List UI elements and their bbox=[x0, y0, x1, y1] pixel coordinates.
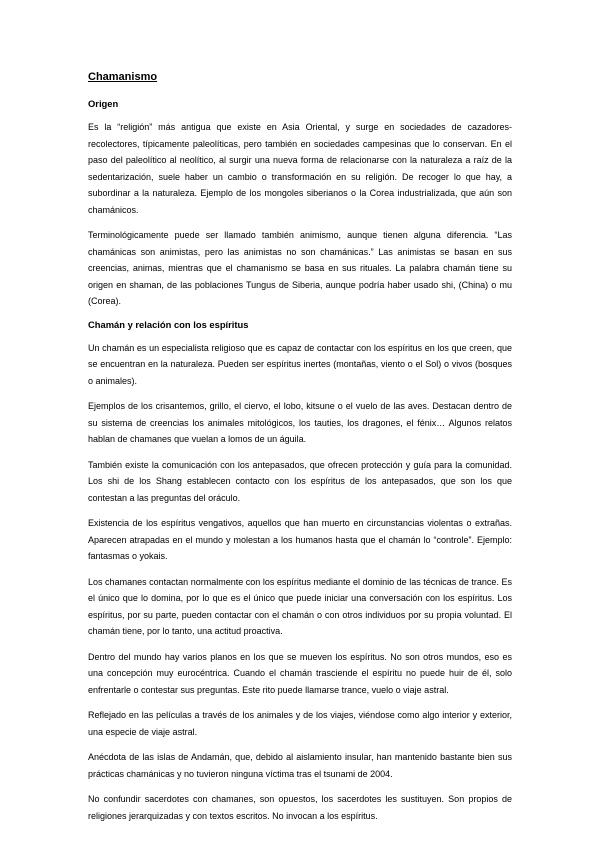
paragraph: También existe la comunicación con los antepasados, que ofrecen protección y guía para la comunidad. Los shi de los Shang establecen contacto con los espíritus de los antepasados, que son los que contestan a las preguntas del oráculo. bbox=[88, 459, 512, 503]
paragraph: Un chamán es un especialista religioso que es capaz de contactar con los espíritus en los que creen, que se encuentran en la naturaleza. Pueden ser espíritus inertes (montañas, viento o el Sol) o vivos (bosques o animales). bbox=[88, 342, 512, 386]
paragraph: Reflejado en las películas a través de los animales y de los viajes, viéndose como algo interior y exterior, una especie de viaje astral. bbox=[88, 710, 512, 737]
paragraph: Los chamanes contactan normalmente con los espíritus mediante el dominio de las técnicas de trance. Es el único que lo domina, por lo que es el único que puede iniciar una conversación con los espíritus. Los espíritus, por su parte, pueden contactar con el chamán o con otros individuos por su propia voluntad. El chamán tiene, por lo tanto, una actitud proactiva. bbox=[88, 576, 512, 636]
paragraph: Ejemplos de los crisantemos, grillo, el ciervo, el lobo, kitsune o el vuelo de las aves. Destacan dentro de su sistema de creencias los animales mitológicos, los tauties, los dragones, el fénix… Algunos relatos hablan de chamanes que vuelan a lomos de un águila. bbox=[88, 401, 512, 444]
section-heading-origen: Origen bbox=[88, 98, 119, 109]
paragraph: Anécdota de las islas de Andamán, que, debido al aislamiento insular, han mantenido bastante bien sus prácticas chamánicas y no tuvieron ninguna víctima tras el tsunami de 2004. bbox=[88, 752, 512, 779]
document-title: Chamanismo bbox=[88, 71, 158, 83]
paragraph: No confundir sacerdotes con chamanes, son opuestos, los sacerdotes les sustituyen. Son propios de religiones jerarquizadas y con textos escritos. No invocan a los espíritus. bbox=[88, 794, 512, 821]
paragraph: Es la “religión” más antigua que existe en Asia Oriental, y surge en sociedades de cazadores-recolectores, típicamente paleolíticas, pero también en sociedades campesinas que lo conservan. En el paso del paleolítico al neolítico, al surgir una nueva forma de relacionarse con la naturaleza a raíz de la sedentarización, suele haber un cambio o transformación en su religión. De recoger lo que hay, a subordinar a la naturaleza. Ejemplo de los mongoles siberianos o la Corea industrializada, que aún son chamánicos. bbox=[88, 122, 512, 215]
paragraph: Terminológicamente puede ser llamado también animismo, aunque tienen alguna diferencia. “Las chamánicas son animistas, pero las animistas no son chamánicas.” Las animistas se basan en sus creencias, animas, mientras que el chamanismo se basa en sus rituales. La palabra chamán tiene su origen en shaman, de las poblaciones Tungus de Siberia, aunque podría haber usado shi, (China) o mu (Corea). bbox=[88, 230, 512, 306]
section-heading-chaman: Chamán y relación con los espíritus bbox=[88, 318, 249, 330]
paragraph: Dentro del mundo hay varios planos en los que se mueven los espíritus. No son otros mundos, eso es una concepción muy eurocéntrica. Cuando el chamán trasciende el espíritu no puede huir de él, solo enfrentarle o contestar sus preguntas. Este rito puede llamarse trance, vuelo o viaje astral. bbox=[88, 651, 512, 695]
paragraph: Existencia de los espíritus vengativos, aquellos que han muerto en circunstancias violentas o extrañas. Aparecen atrapadas en el mundo y molestan a los humanos hasta que el chamán lo “controle”. Ejemplo: fantasmas o yokais. bbox=[88, 518, 512, 561]
